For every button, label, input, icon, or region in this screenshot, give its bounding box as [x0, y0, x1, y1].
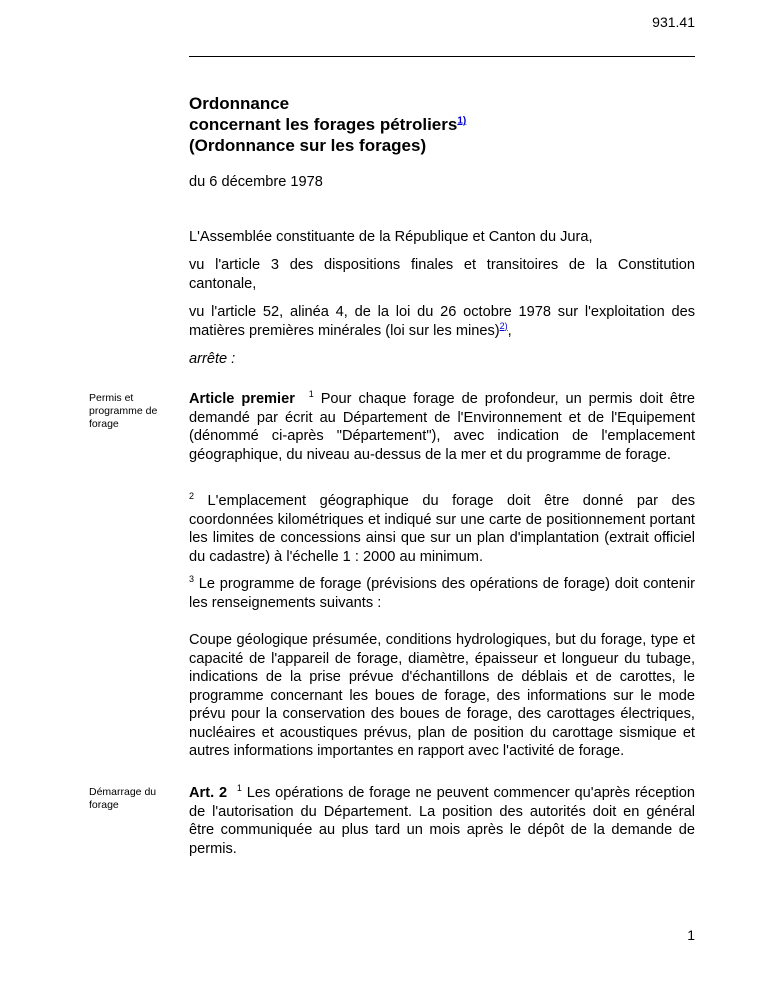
preamble-authority: L'Assemblée constituante de la République et Canton du Jura, — [189, 229, 593, 245]
article-1-paragraph-4: Coupe géologique présumée, conditions hydrologiques, but du forage, type et capacité de l'appareil de forage, diamètre, épaisseur et longueur du tubage, indications de la prise prévue d'échantillons de déblais et de carottes, le programme concernant les boues de forage, des informations sur le mode prévu pour la conservation des boues de forage, des carottages électriques, nucléaires et acoustiques prévus, plan de position du carottage sismique et autres informations importantes en rapport avec l'activité de forage. — [189, 632, 695, 759]
article-1-p3-number: 3 — [189, 574, 195, 585]
article-1-p1-number: 1 — [308, 389, 314, 400]
header-rule — [189, 56, 695, 57]
article-2-p1-number: 1 — [236, 783, 242, 794]
preamble-vu-2-end: , — [507, 322, 512, 339]
article-1-paragraph-2 — [189, 492, 695, 566]
preamble-vu-2 — [189, 303, 695, 340]
document-code: 931.41 — [652, 14, 695, 30]
document-date: du 6 décembre 1978 — [189, 174, 323, 190]
document-title — [189, 93, 466, 156]
title-footnote-link[interactable]: 1) — [457, 115, 467, 127]
margin-note-article-1: Permis et programme de forage — [89, 392, 158, 430]
preamble-arrete: arrête : — [189, 351, 236, 367]
title-line-3: (Ordonnance sur les forages) — [189, 136, 427, 155]
preamble-vu-1: vu l'article 3 des dispositions finales et transitoires de la Constitution cantonale, — [189, 257, 695, 292]
article-2-heading: Art. 2 — [189, 785, 228, 801]
article-1-heading: Article premier — [189, 391, 295, 407]
page-number: 1 — [687, 927, 695, 943]
article-1-p2-text: L'emplacement géographique du forage doit être donné par des coordonnées kilométriques et indiqué sur une carte de positionnement portant les limites de concessions ainsi que sur un plan d'implantation (extrait officiel du cadastre) à l'échelle 1 : 2000 au minimum. — [189, 493, 695, 565]
article-2-p1-text: Les opérations de forage ne peuvent commencer qu'après réception de l'autorisation du Département. La position des autorités doit en général être communiquée au plus tard un mois après le dépôt de la demande de permis. — [189, 785, 695, 857]
article-1-paragraph-1 — [189, 390, 695, 464]
margin-note-article-2: Démarrage du forage — [89, 786, 157, 811]
article-2-paragraph-1 — [189, 784, 695, 858]
article-1-p2-number: 2 — [189, 491, 195, 502]
preamble-footnote-link[interactable]: 2) — [499, 320, 508, 331]
preamble-vu-2-text: vu l'article 52, alinéa 4, de la loi du 26 octobre 1978 sur l'exploitation des matières premières minérales (loi sur les mines) — [189, 304, 695, 339]
article-1-paragraph-3 — [189, 575, 695, 612]
title-line-2-text: concernant les forages pétroliers — [189, 115, 458, 134]
article-1-p3-text: Le programme de forage (prévisions des opérations de forage) doit contenir les renseignements suivants : — [189, 576, 695, 611]
article-1-p1-text: Pour chaque forage de profondeur, un permis doit être demandé par écrit au Département de l'Environnement et de l'Equipement (dénommé ci-après "Département"), avec indication de l'emplacement géographique, du niveau au-dessus de la mer et du programme de forage. — [189, 391, 695, 463]
title-line-1: Ordonnance — [189, 94, 290, 113]
title-line-2 — [189, 114, 466, 135]
